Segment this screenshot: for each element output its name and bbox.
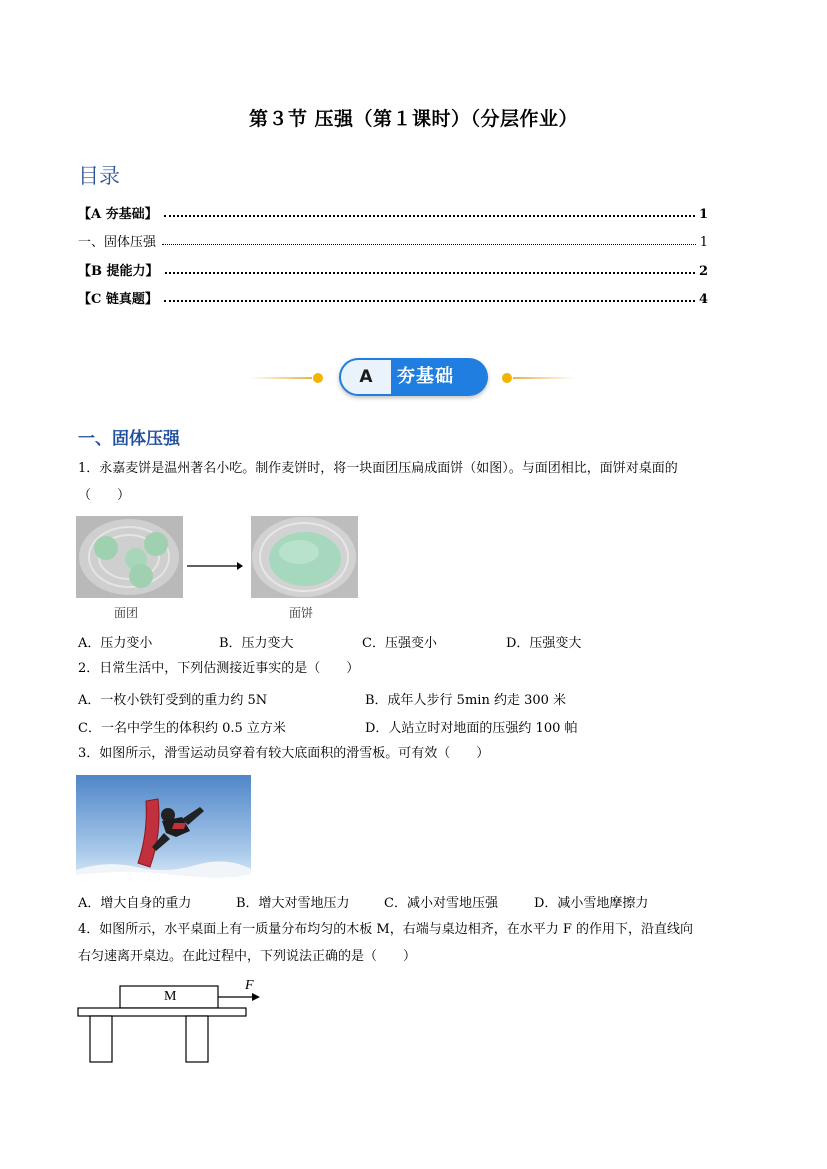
caption-dough: 面团	[114, 606, 139, 620]
q1-option-a[interactable]: A．压力变小	[78, 636, 153, 651]
toc-entry-label: 【A 夯基础】	[78, 207, 158, 222]
toc-entry-page: 2	[698, 264, 708, 279]
q3-option-d[interactable]: D．减小雪地摩擦力	[534, 896, 649, 911]
q3-option-b[interactable]: B．增大对雪地压力	[236, 896, 350, 911]
q1-option-d[interactable]: D．压强变大	[506, 636, 582, 651]
badge-text: 夯基础	[397, 366, 454, 387]
toc-entry[interactable]	[78, 259, 708, 279]
toc-entry-label: 一、固体压强	[78, 235, 157, 250]
question-4-stem-cont: 右匀速离开桌边。在此过程中，下列说法正确的是（ ）	[78, 949, 417, 964]
toc-entry-page: 1	[698, 207, 708, 222]
toc-entry-page: 4	[698, 292, 708, 307]
force-label: F	[245, 978, 254, 993]
question-3-stem: 3．如图所示，滑雪运动员穿着有较大底面积的滑雪板。可有效（ ）	[78, 746, 490, 761]
section-heading: 一、固体压强	[78, 429, 180, 449]
snowboarder-image	[76, 775, 251, 884]
q2-option-c[interactable]: C．一名中学生的体积约 0.5 立方米	[78, 721, 286, 736]
q2-option-b[interactable]: B．成年人步行 5min 约走 300 米	[365, 693, 567, 708]
toc-leader-dots	[164, 215, 695, 217]
toc-entry-label: 【B 提能力】	[78, 264, 159, 279]
flatbread-image	[251, 516, 358, 598]
badge-divider-right	[513, 377, 575, 379]
q2-option-d[interactable]: D．人站立时对地面的压强约 100 帕	[365, 721, 578, 736]
question-1-stem: 1．永嘉麦饼是温州著名小吃。制作麦饼时，将一块面团压扁成面饼（如图）。与面团相比，面饼对桌面的	[78, 461, 678, 476]
q1-option-b[interactable]: B．压力变大	[219, 636, 294, 651]
badge-dot-right	[502, 373, 512, 383]
toc-entry-page: 1	[699, 235, 708, 250]
question-2-stem: 2．日常生活中，下列估测接近事实的是（ ）	[78, 661, 360, 676]
badge-divider-left	[250, 377, 312, 379]
toc-entry[interactable]	[78, 287, 708, 307]
q2-option-a[interactable]: A．一枚小铁钉受到的重力约 5N	[78, 693, 268, 708]
toc-leader-dots	[165, 272, 695, 274]
question-1-stem-cont: （ ）	[78, 488, 131, 503]
caption-flatbread: 面饼	[289, 606, 314, 620]
badge-letter: A	[341, 360, 391, 394]
toc-leader-dots	[164, 300, 695, 302]
q3-option-a[interactable]: A．增大自身的重力	[78, 896, 192, 911]
arrow-icon	[187, 556, 243, 566]
q1-option-c[interactable]: C．压强变小	[362, 636, 437, 651]
q3-option-c[interactable]: C．减小对雪地压强	[384, 896, 498, 911]
toc-entry-label: 【C 链真题】	[78, 292, 158, 307]
board-label: M	[164, 989, 177, 1004]
toc-entry[interactable]	[78, 230, 708, 250]
dough-balls-image	[76, 516, 183, 598]
toc-leader-dots	[162, 244, 696, 245]
question-4-stem: 4．如图所示，水平桌面上有一质量分布均匀的木板 M，右端与桌边相齐，在水平力 F 的作用下，沿直线向	[78, 922, 693, 937]
toc-entry[interactable]	[78, 202, 708, 222]
page-title: 第３节 压强（第１课时）（分层作业）	[248, 108, 579, 130]
badge-dot-left	[313, 373, 323, 383]
toc-heading: 目录	[78, 164, 120, 188]
section-badge	[339, 358, 488, 396]
